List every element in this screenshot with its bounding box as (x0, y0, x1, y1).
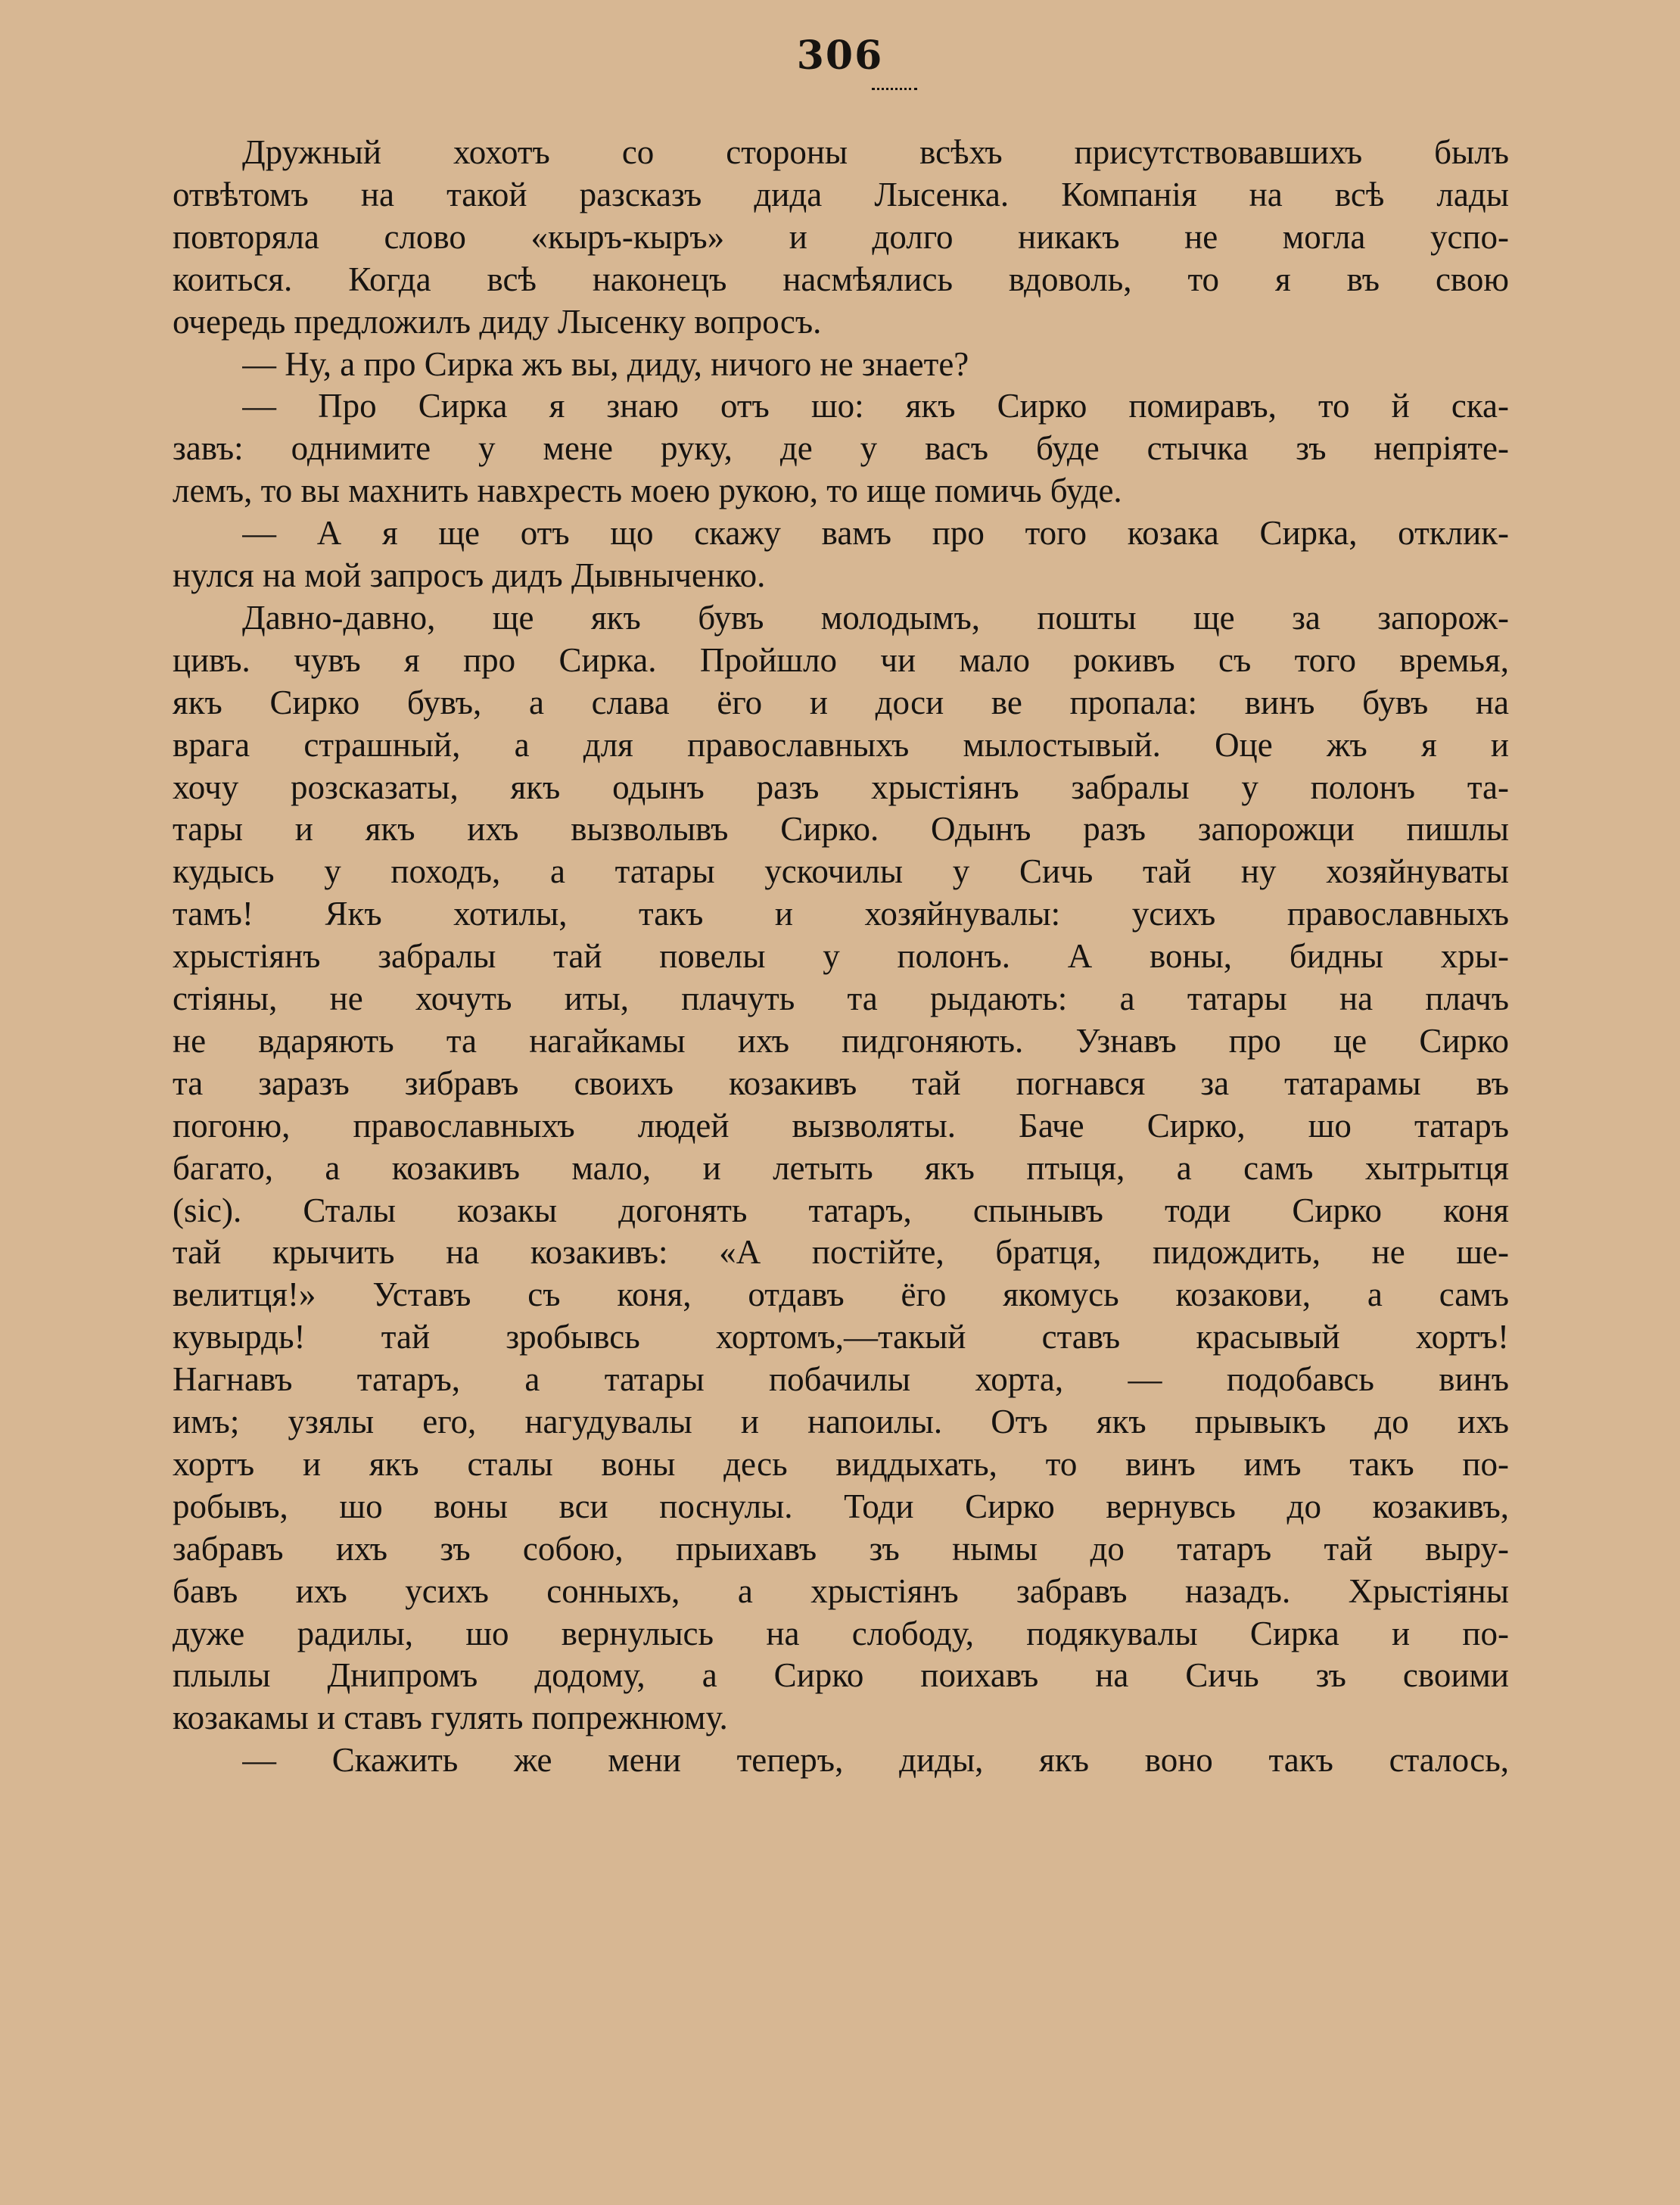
text-line: забравъ ихъ зъ собою, прыихавъ зъ нымы до татаръ тай выру- (173, 1530, 1509, 1568)
text-line: козакамы и ставъ гулять попрежнюму. (173, 1699, 728, 1736)
text-line: кудысь у походъ, а татары ускочилы у Сичь тай ну хозяйнуваты (173, 852, 1509, 890)
text-line: плылы Днипромъ додому, а Сирко поихавъ на Сичь зъ своими (173, 1656, 1509, 1694)
text-line: — Про Сирка я знаю отъ шо: якъ Сирко помиравъ, то й ска- (242, 387, 1509, 425)
text-line: дуже радилы, шо вернулысь на слободу, подякувалы Сирка и по- (173, 1615, 1509, 1652)
text-line: хрыстіянъ забралы тай повелы у полонъ. А воны, бидны хры- (173, 937, 1509, 975)
text-line: Нагнавъ татаръ, а татары побачилы хорта, — подобавсь винъ (173, 1360, 1509, 1398)
text-line: — Ну, а про Сирка жъ вы, диду, ничого не знаете? (242, 345, 969, 383)
text-line: стіяны, не хочуть иты, плачуть та рыдають: а татары на плачъ (173, 979, 1509, 1017)
text-line: (sic). Сталы козакы догонять татаръ, спынывъ тоди Сирко коня (173, 1191, 1509, 1229)
text-line: повторяла слово «кыръ-кыръ» и долго никакъ не могла успо- (173, 218, 1509, 256)
page-number: 306 (796, 33, 884, 79)
text-line: робывъ, шо воны вси поснулы. Тоди Сирко вернувсь до козакивъ, (173, 1487, 1509, 1525)
text-line: кувырдь! тай зробывсь хортомъ,—такый ставъ красывый хортъ! (173, 1318, 1509, 1356)
text-line: — Скажить же мени теперъ, диды, якъ воно такъ сталось, (242, 1741, 1509, 1779)
text-line: багато, а козакивъ мало, и летыть якъ птыця, а самъ хытрытця (173, 1149, 1509, 1187)
text-line: хортъ и якъ сталы воны десь виддыхать, то винъ имъ такъ по- (173, 1445, 1509, 1483)
text-line: очередь предложилъ диду Лысенку вопросъ. (173, 303, 822, 341)
text-line: тары и якъ ихъ вызволывъ Сирко. Одынъ разъ запорожци пишлы (173, 810, 1509, 848)
text-line: имъ; узялы его, нагудувалы и напоилы. Отъ якъ прывыкъ до ихъ (173, 1403, 1509, 1440)
text-line: врага страшный, а для православныхъ мылостывый. Оце жъ я и (173, 726, 1509, 764)
text-line: якъ Сирко бувъ, а слава ёго и доси ве пропала: винъ бувъ на (173, 684, 1509, 721)
text-line: завъ: однимите у мене руку, де у васъ буде стычка зъ непріяте- (173, 429, 1509, 467)
text-line: та заразъ зибравъ своихъ козакивъ тай погнався за татарамы въ (173, 1064, 1509, 1102)
text-line: не вдаряють та нагайкамы ихъ пидгоняють. Узнавъ про це Сирко (173, 1022, 1509, 1060)
text-line: отвѣтомъ на такой разсказъ дида Лысенка. Компанія на всѣ лады (173, 176, 1509, 213)
text-line: лемъ, то вы махнить навхресть моею рукою, то ище помичь буде. (173, 472, 1122, 509)
text-line: бавъ ихъ усихъ сонныхъ, а хрыстіянъ забравъ назадъ. Хрыстіяны (173, 1572, 1509, 1610)
page-number-ornament (872, 88, 917, 93)
text-line: — А я ще отъ що скажу вамъ про того козака Сирка, отклик- (242, 514, 1509, 552)
text-line: велитця!» Уставъ съ коня, отдавъ ёго якомусь козакови, а самъ (173, 1275, 1509, 1313)
text-line: нулся на мой запросъ дидъ Дывныченко. (173, 556, 766, 594)
text-line: хочу розсказаты, якъ одынъ разъ хрыстіянъ забралы у полонъ та- (173, 768, 1509, 806)
text-line: коиться. Когда всѣ наконецъ насмѣялись вдоволь, то я въ свою (173, 260, 1509, 298)
text-line: тай крычить на козакивъ: «А постійте, братця, пидождить, не ше- (173, 1233, 1509, 1271)
text-line: Дружный хохотъ со стороны всѣхъ присутствовавшихъ былъ (242, 133, 1509, 171)
text-line: тамъ! Якъ хотилы, такъ и хозяйнувалы: усихъ православныхъ (173, 895, 1509, 933)
text-line: Давно-давно, ще якъ бувъ молодымъ, пошты ще за запорож- (242, 599, 1509, 637)
text-line: цивъ. чувъ я про Сирка. Пройшло чи мало рокивъ съ того времья, (173, 641, 1509, 679)
text-line: погоню, православныхъ людей вызволяты. Баче Сирко, шо татаръ (173, 1107, 1509, 1145)
